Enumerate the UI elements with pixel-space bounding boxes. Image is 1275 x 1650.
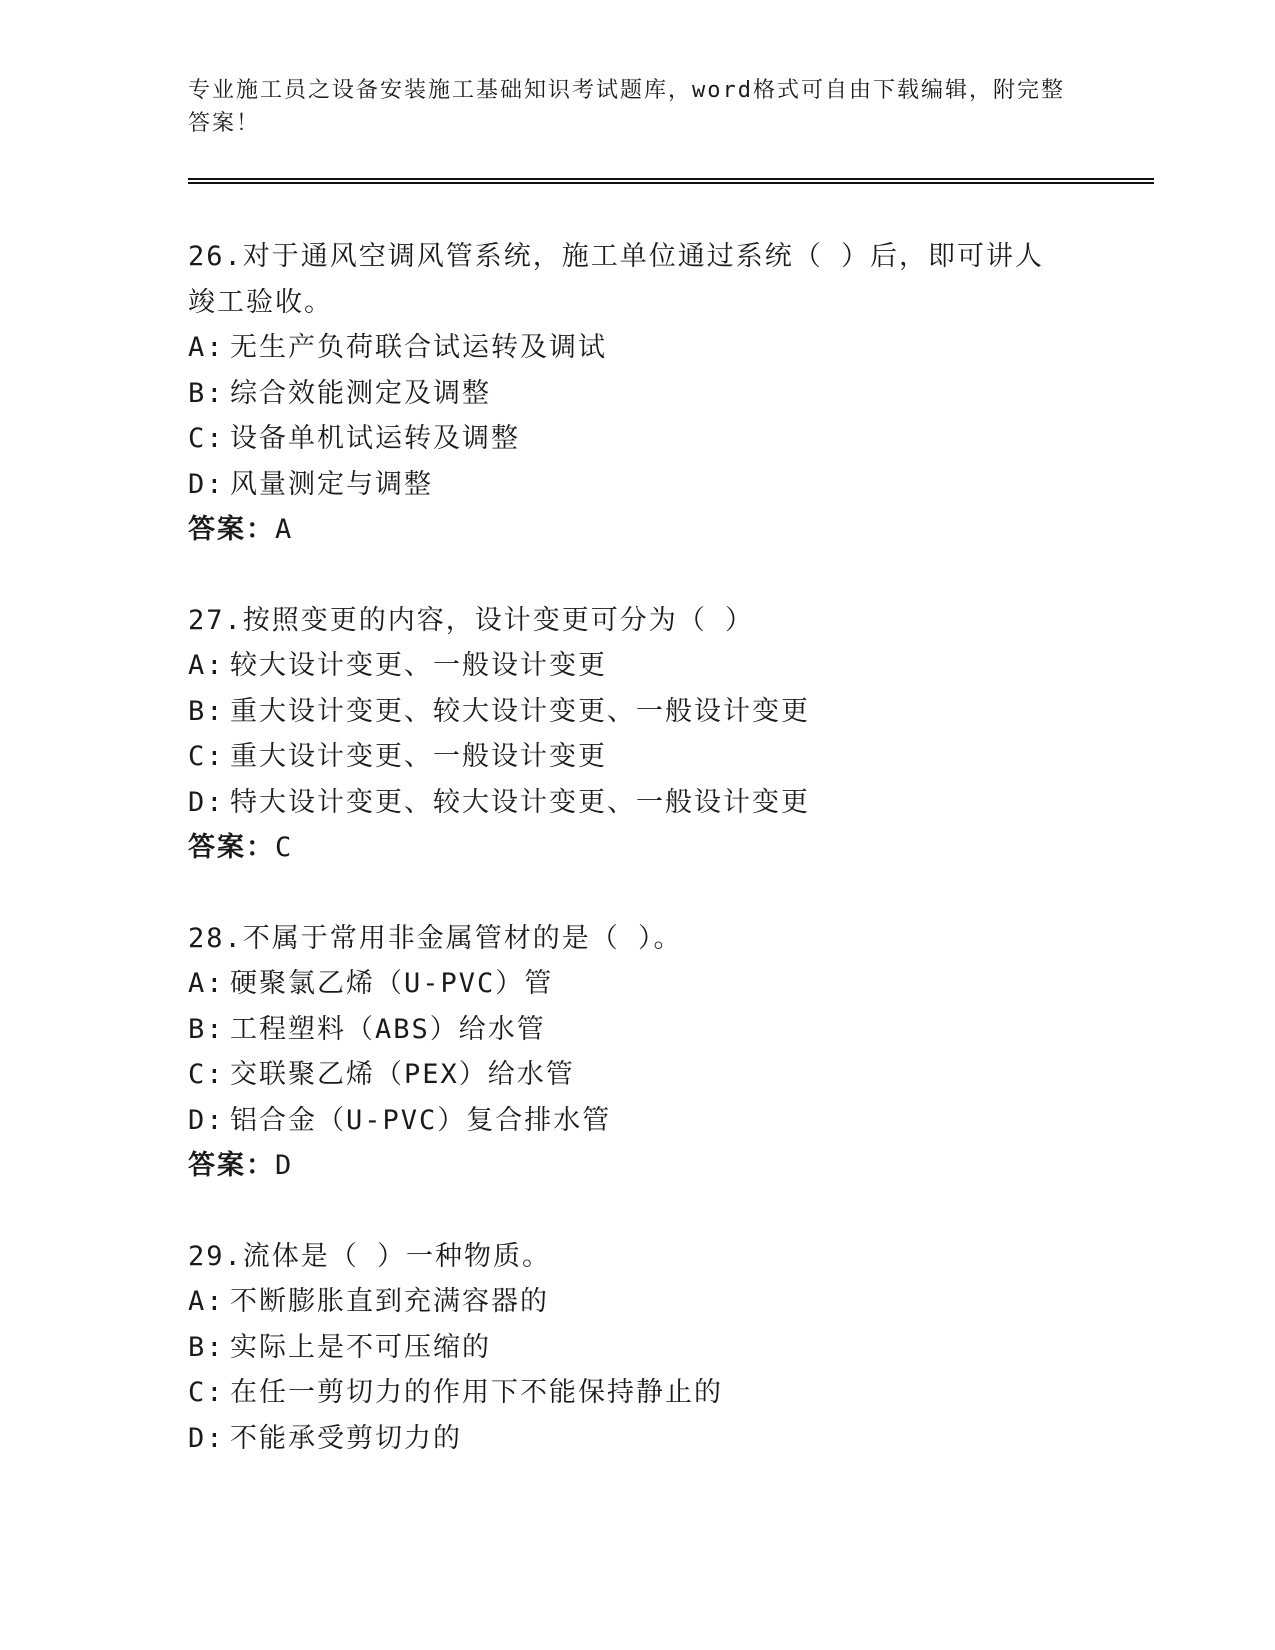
question-stem: 26.对于通风空调风管系统，施工单位通过系统（ ）后，即可讲人竣工验收。 <box>188 241 1045 318</box>
option-c <box>188 1370 1088 1416</box>
answer-label: 答案： <box>188 832 275 863</box>
option-key: D: <box>188 1422 225 1454</box>
option-key: C: <box>188 1377 225 1408</box>
answer-value: A <box>275 514 294 545</box>
option-d <box>188 1416 1088 1462</box>
option-b <box>188 371 1088 417</box>
question-stem: 29.流体是（ ）一种物质。 <box>188 1240 552 1272</box>
document-header-title: 专业施工员之设备安装施工基础知识考试题库，word格式可自由下载编辑，附完整答案！ <box>188 78 1065 136</box>
option-text: 不断膨胀直到充满容器的 <box>230 1286 549 1317</box>
option-text: 较大设计变更、一般设计变更 <box>230 650 607 681</box>
option-text: 重大设计变更、一般设计变更 <box>230 741 607 772</box>
option-key: D: <box>188 786 225 818</box>
option-a <box>188 643 1088 689</box>
option-b <box>188 1325 1088 1371</box>
option-key: B: <box>188 1013 225 1045</box>
option-text: 特大设计变更、较大设计变更、一般设计变更 <box>230 786 810 818</box>
option-text: 不能承受剪切力的 <box>230 1422 462 1454</box>
option-text: 风量测定与调整 <box>230 468 433 500</box>
question-27 <box>188 598 1088 871</box>
option-key: B: <box>188 695 225 727</box>
option-a <box>188 961 1088 1007</box>
option-key: A: <box>188 650 225 681</box>
option-text: 硬聚氯乙烯（U-PVC）管 <box>230 968 554 999</box>
option-d <box>188 780 1088 826</box>
option-text: 铝合金（U-PVC）复合排水管 <box>230 1104 612 1136</box>
option-text: 实际上是不可压缩的 <box>230 1331 491 1363</box>
option-text: 综合效能测定及调整 <box>230 377 491 409</box>
option-key: C: <box>188 741 225 772</box>
option-text: 设备单机试运转及调整 <box>230 423 520 454</box>
option-d <box>188 1098 1088 1144</box>
option-c <box>188 734 1088 780</box>
option-key: A: <box>188 968 225 999</box>
question-29 <box>188 1234 1088 1462</box>
option-text: 重大设计变更、较大设计变更、一般设计变更 <box>230 695 810 727</box>
option-text: 无生产负荷联合试运转及调试 <box>230 332 607 363</box>
answer-line <box>188 825 1088 871</box>
question-26 <box>188 234 1088 553</box>
option-b <box>188 689 1088 735</box>
question-stem: 28.不属于常用非金属管材的是（ ）。 <box>188 922 683 954</box>
answer-value: D <box>275 1150 294 1181</box>
option-c <box>188 1052 1088 1098</box>
option-b <box>188 1007 1088 1053</box>
option-text: 工程塑料（ABS）给水管 <box>230 1013 546 1045</box>
option-key: D: <box>188 1104 225 1136</box>
question-stem: 27.按照变更的内容，设计变更可分为（ ） <box>188 604 755 636</box>
option-key: D: <box>188 468 225 500</box>
option-key: C: <box>188 423 225 454</box>
option-text: 在任一剪切力的作用下不能保持静止的 <box>230 1377 723 1408</box>
answer-line <box>188 507 1088 553</box>
option-key: A: <box>188 1286 225 1317</box>
header-divider-bottom <box>188 182 1154 184</box>
option-d <box>188 462 1088 508</box>
answer-label: 答案： <box>188 1150 275 1181</box>
option-a <box>188 1279 1088 1325</box>
answer-line <box>188 1143 1088 1189</box>
option-key: C: <box>188 1059 225 1090</box>
question-28 <box>188 916 1088 1189</box>
option-key: B: <box>188 377 225 409</box>
option-c <box>188 416 1088 462</box>
option-key: B: <box>188 1331 225 1363</box>
option-a <box>188 325 1088 371</box>
answer-value: C <box>275 832 294 863</box>
option-text: 交联聚乙烯（PEX）给水管 <box>230 1059 575 1090</box>
question-list <box>188 234 1088 1506</box>
answer-label: 答案： <box>188 514 275 545</box>
header-divider-top <box>188 178 1154 180</box>
option-key: A: <box>188 332 225 363</box>
